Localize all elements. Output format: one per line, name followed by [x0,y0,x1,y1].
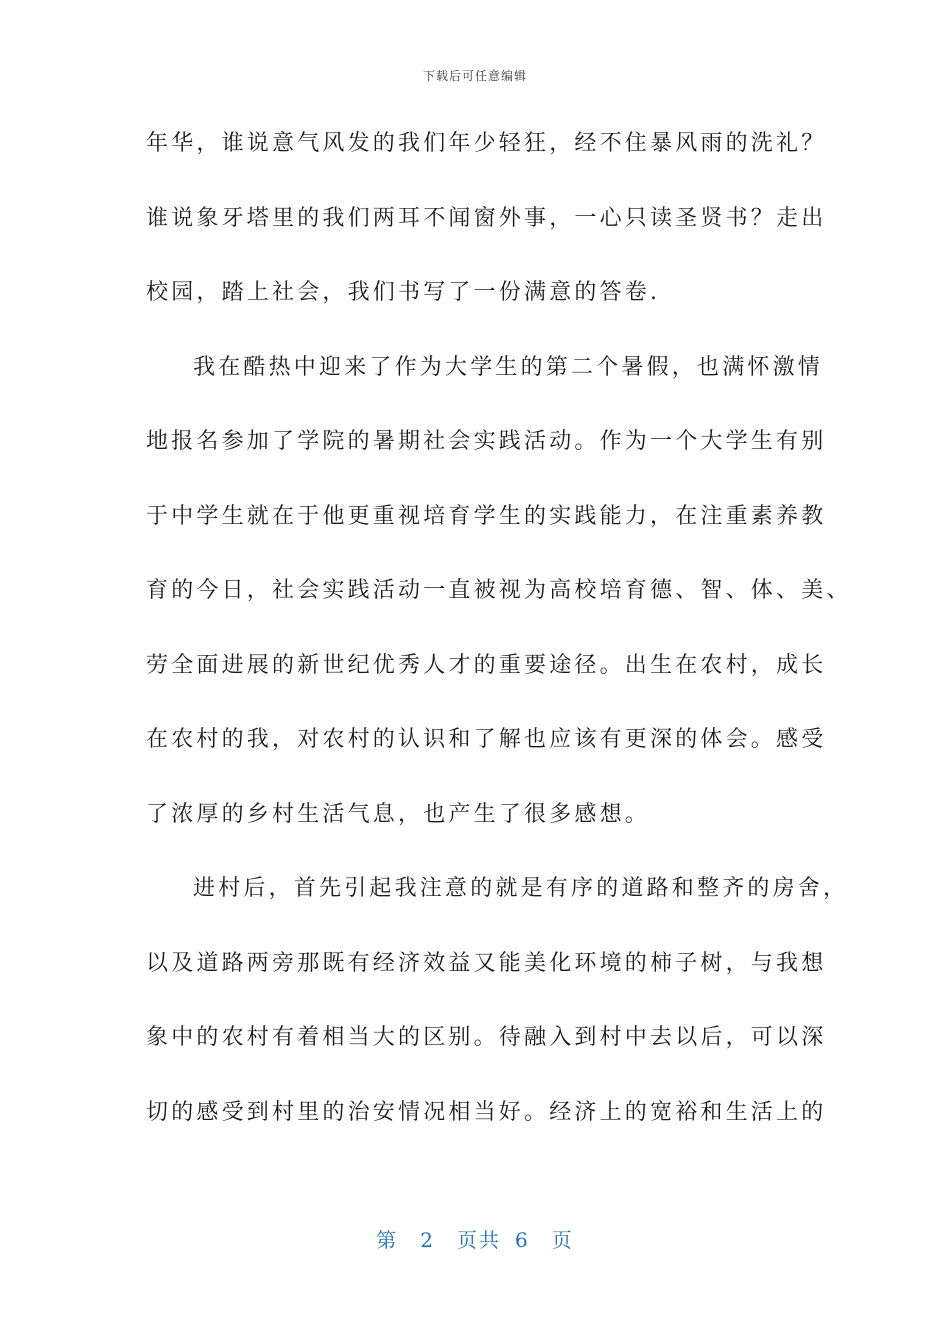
text-line-11: 进村后，首先引起我注意的就是有序的道路和整齐的房舍， [193,876,849,901]
text-line-6: 于中学生就在于他更重视培育学生的实践能力，在注重素养教 [146,503,827,529]
page-header: 下载后可任意编辑 [422,69,527,83]
footer-suffix: 页 [551,1228,574,1252]
text-line-8: 劳全面进展的新世纪优秀人才的重要途径。出生在农村，成长 [146,652,827,678]
footer-prefix: 第 [376,1228,399,1252]
text-line-14: 切的感受到村里的治安情况相当好。经济上的宽裕和生活上的 [146,1099,827,1125]
text-line-1: 年华，谁说意气风发的我们年少轻狂，经不住暴风雨的洗礼？ [146,131,827,156]
text-line-13: 象中的农村有着相当大的区别。待融入到村中去以后，可以深 [146,1025,827,1050]
text-line-5: 地报名参加了学院的暑期社会实践活动。作为一个大学生有别 [146,429,827,454]
text-line-7: 育的今日，社会实践活动一直被视为高校培育德、智、体、美、 [146,578,852,603]
page-footer [0,1224,950,1253]
footer-page-number: 2 [420,1228,435,1252]
text-line-12: 以及道路两旁那既有经济效益又能美化环境的柿子树，与我想 [146,950,827,976]
text-line-4: 我在酷热中迎来了作为大学生的第二个暑假，也满怀激情 [193,354,824,380]
text-line-9: 在农村的我，对农村的认识和了解也应该有更深的体会。感受 [146,727,827,752]
document-body [146,122,852,1165]
text-line-3: 校园，踏上社会，我们书写了一份满意的答卷. [146,280,661,305]
footer-total-pages: 6 [515,1228,530,1252]
footer-middle: 页共 [457,1228,501,1252]
text-line-10: 了浓厚的乡村生活气息，也产生了很多感想。 [146,801,651,827]
text-line-2: 谁说象牙塔里的我们两耳不闻窗外事，一心只读圣贤书？走出 [146,205,827,231]
